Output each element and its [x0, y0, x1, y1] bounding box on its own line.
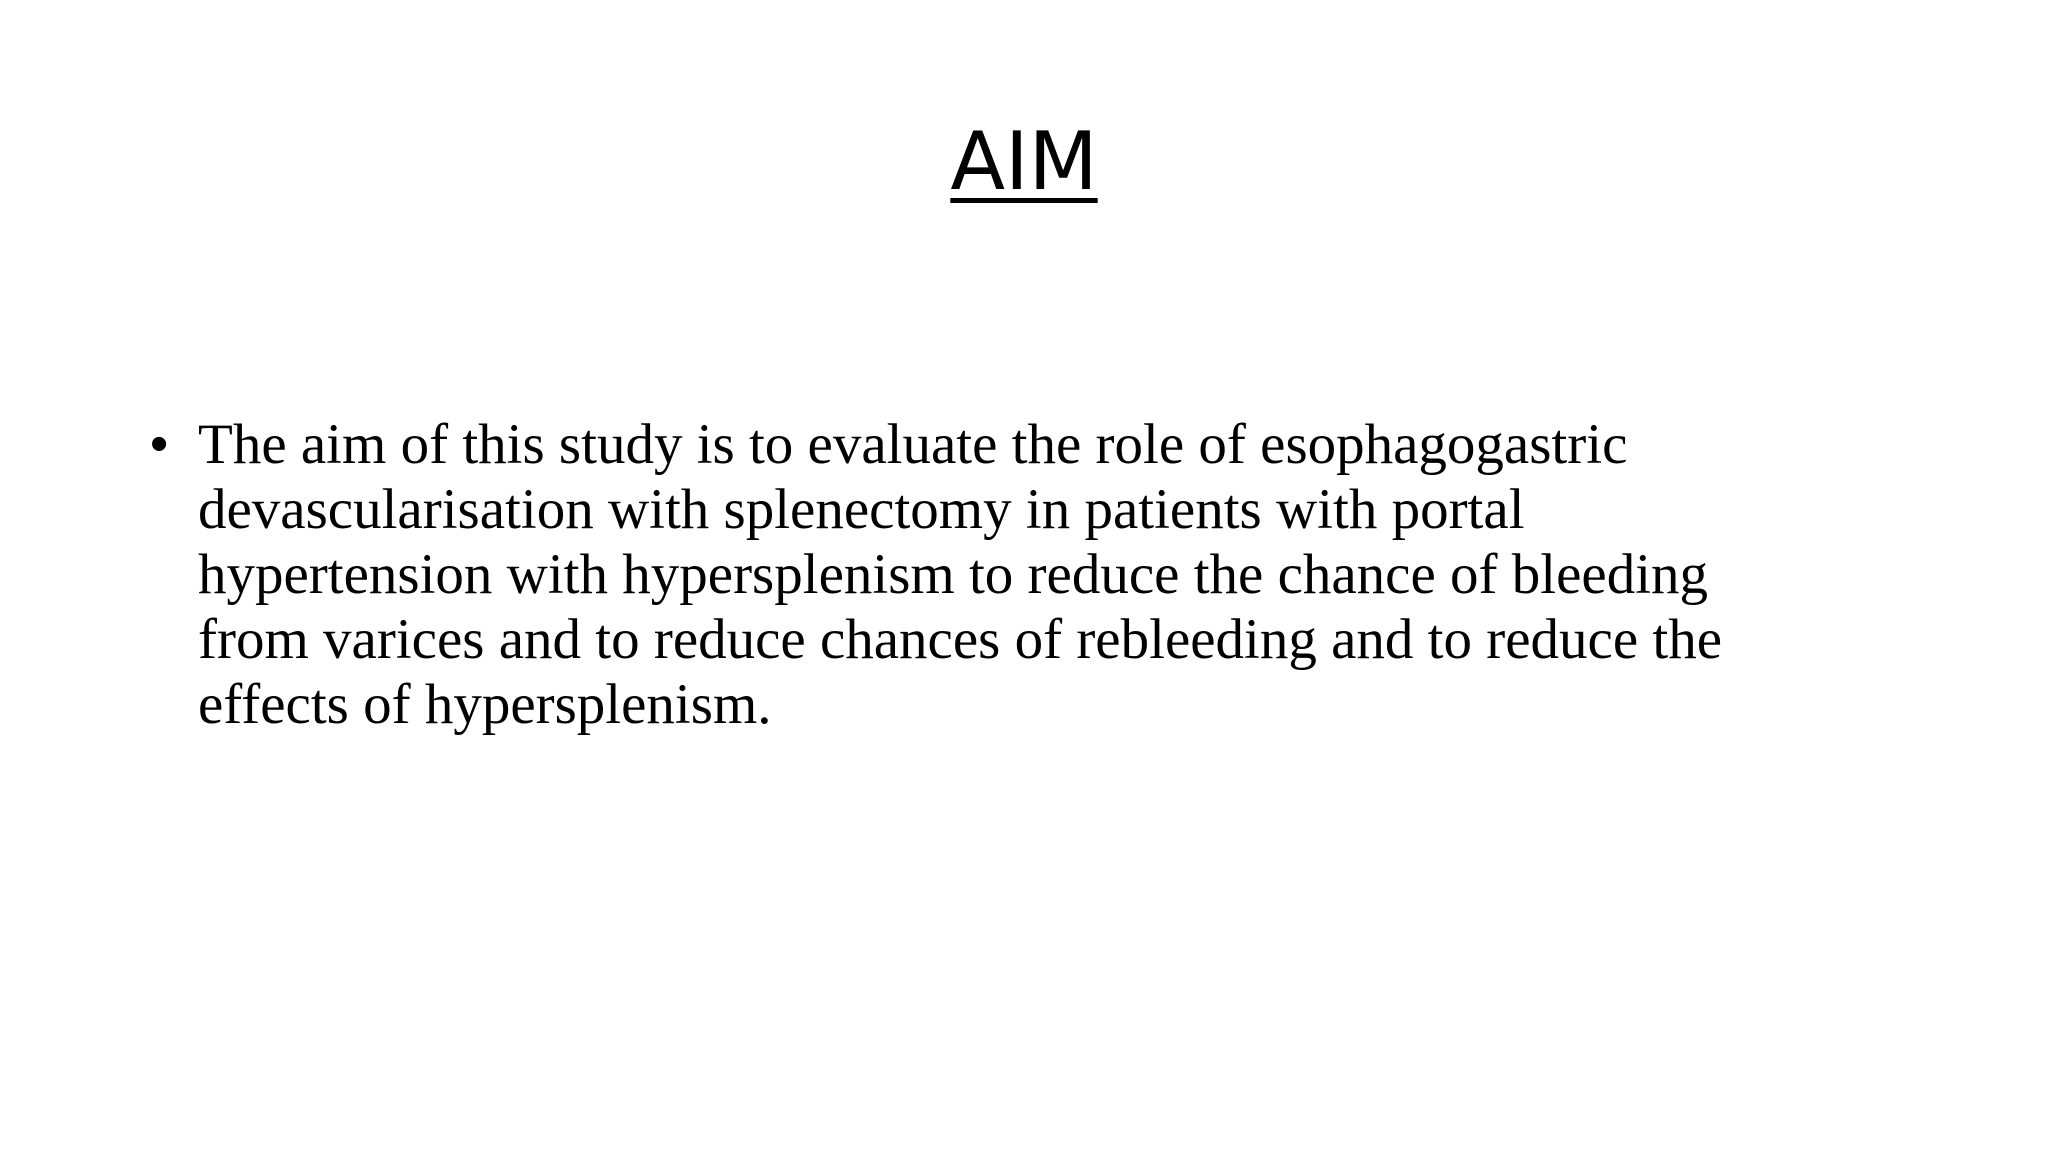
slide-content	[150, 412, 1830, 737]
bullet-item	[150, 412, 1830, 737]
bullet-text: The aim of this study is to evaluate the role of esophagogastric devascularisation with splenectomy in patients with portal hypertension with hypersplenism to reduce the chance of bleeding from varices and to reduce chances of rebleeding and to reduce the effects of hypersplenism.	[198, 413, 1723, 736]
bullet-icon: •	[150, 415, 169, 473]
slide-title-text: AIM	[950, 115, 1098, 208]
slide-title	[0, 115, 2048, 208]
